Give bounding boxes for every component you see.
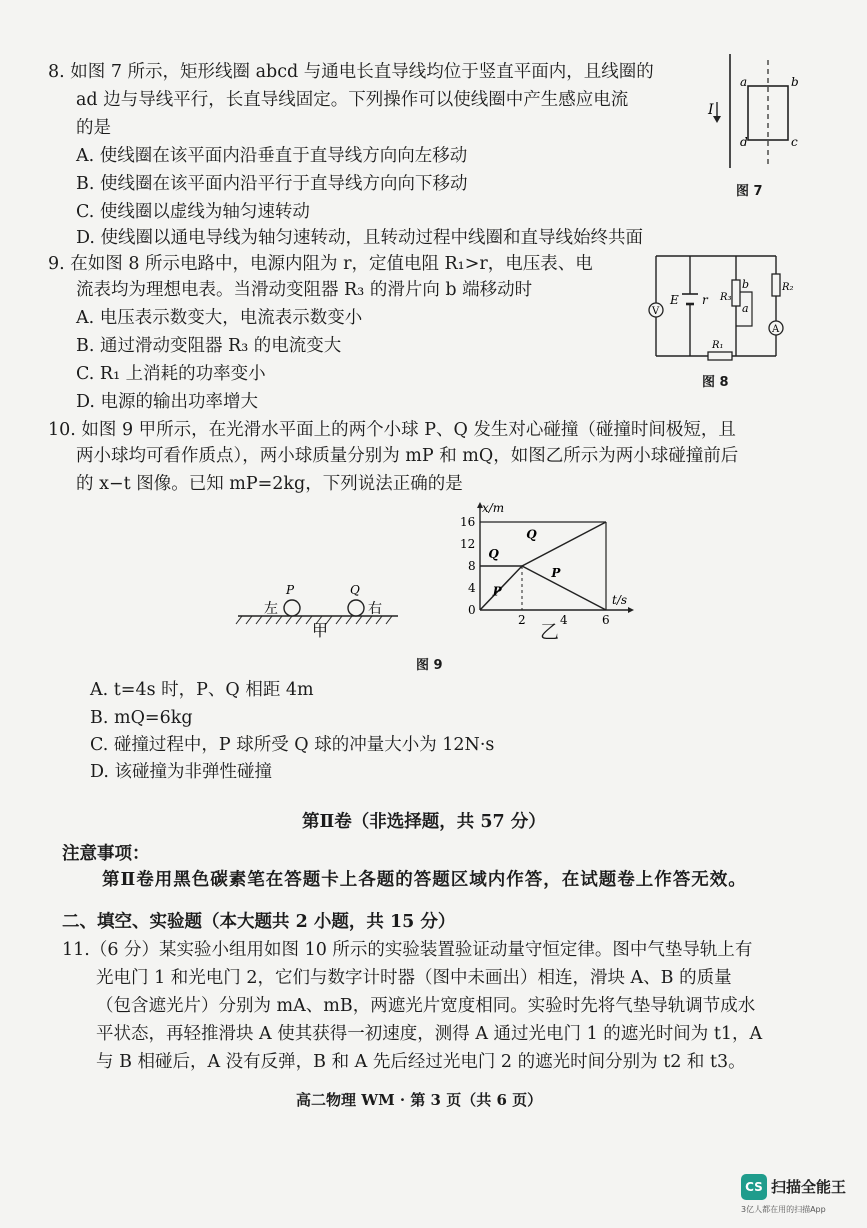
q8-option-c: C. 使线圈以虚线为轴匀速转动 [76, 202, 310, 222]
yi-figure-label: 乙 [540, 621, 560, 643]
section-heading: 二、填空、实验题（本大题共 2 小题，共 15 分） [62, 912, 456, 932]
q8-option-d: D. 使线圈以通电导线为轴匀速转动，且转动过程中线圈和直导线始终共面 [76, 228, 644, 248]
scanner-logo-icon: CS [741, 1174, 767, 1200]
scanner-app-name: 扫描全能王 [771, 1178, 847, 1196]
q11-line2: 光电门 1 和光电门 2，它们与数字计时器（图中未画出）相连，滑块 A、B 的质量 [96, 968, 732, 988]
jia-ball-q-label: Q [350, 583, 360, 597]
q9-option-c: C. R₁ 上消耗的功率变小 [76, 364, 266, 384]
q10-option-b: B. mQ=6kg [90, 708, 193, 728]
y-tick-label: 0 [468, 603, 476, 617]
q10-line2: 两小球均可看作质点），两小球质量分别为 mP 和 mQ，如图乙所示为两小球碰撞前后 [76, 446, 739, 466]
x-tick-label: 2 [518, 613, 526, 627]
q8-option-b: B. 使线圈在该平面内沿平行于直导线方向向下移动 [76, 174, 468, 194]
page-footer: 高二物理 WM · 第 3 页（共 6 页） [296, 1091, 543, 1109]
x-axis-label: t/s [612, 593, 628, 607]
q8-option-a: A. 使线圈在该平面内沿垂直于直导线方向向左移动 [76, 146, 468, 166]
fig8-b-label: b [742, 278, 750, 291]
fig8-a-label: a [742, 302, 749, 315]
fig8-r2-label: R₂ [782, 282, 794, 293]
fig8-caption: 图 8 [702, 375, 729, 390]
q9-option-a: A. 电压表示数变大，电流表示数变小 [76, 308, 363, 328]
q11-line1: 11.（6 分）某实验小组用如图 10 所示的实验装置验证动量守恒定律。图中气垫导轨上有 [62, 940, 753, 960]
q8-line2: ad 边与导线平行，长直导线固定。下列操作可以使线圈中产生感应电流 [76, 90, 629, 110]
q9-option-d: D. 电源的输出功率增大 [76, 392, 259, 412]
series-q-line [480, 522, 606, 566]
q10-option-c: C. 碰撞过程中，P 球所受 Q 球的冲量大小为 12N·s [90, 735, 495, 755]
scanner-watermark [741, 1172, 851, 1216]
jia-left-label: 左 [264, 601, 278, 617]
fig9-caption: 图 9 [416, 658, 443, 673]
y-tick-label: 4 [468, 581, 476, 595]
fig7-label-c: c [791, 135, 798, 149]
figure-9-jia [228, 578, 408, 640]
fig8-r3-label: R₃ [720, 292, 732, 303]
fig8-emf-label: E [670, 293, 679, 307]
x-tick-label: 4 [560, 613, 568, 627]
q10-line1: 10. 如图 9 甲所示，在光滑水平面上的两个小球 P、Q 发生对心碰撞（碰撞时间极短，且 [48, 420, 736, 440]
x-axis-arrow [628, 607, 634, 613]
y-tick-label: 16 [460, 515, 476, 529]
fig8-r-label: r [702, 293, 708, 307]
q10-option-d: D. 该碰撞为非弹性碰撞 [90, 762, 273, 782]
figure-8 [640, 248, 810, 368]
figure-7 [700, 50, 810, 200]
q11-line4: 平状态，再轻推滑块 A 使其获得一初速度，测得 A 通过光电门 1 的遮光时间为 t1，A [96, 1024, 763, 1044]
fig7-label-d: d [740, 135, 748, 149]
x-tick-label: 6 [602, 613, 610, 627]
q9-line2: 流表均为理想电表。当滑动变阻器 R₃ 的滑片向 b 端移动时 [76, 280, 533, 300]
q11-line5: 与 B 相碰后，A 没有反弹，B 和 A 先后经过光电门 2 的遮光时间分别为 t2 和 t3。 [96, 1052, 746, 1072]
jia-ball-p-label: P [286, 583, 295, 597]
q8-line1: 8. 如图 7 所示，矩形线圈 abcd 与通电长直导线均位于竖直平面内，且线圈的 [48, 62, 654, 82]
notice-text: 第Ⅱ卷用黑色碳素笔在答题卡上各题的答题区域内作答，在试题卷上作答无效。 [102, 870, 747, 890]
series-annotation: Q [526, 527, 537, 542]
jia-figure-label: 甲 [312, 621, 329, 640]
fig8-ammeter-label: A [772, 324, 780, 335]
series-annotation: P [551, 566, 561, 580]
q9-line1: 9. 在如图 8 所示电路中，电源内阻为 r，定值电阻 R₁>r，电压表、电 [48, 254, 593, 274]
jia-right-label: 右 [368, 601, 382, 617]
y-tick-label: 12 [460, 537, 476, 551]
fig8-r1-label: R₁ [712, 340, 724, 351]
scanner-tagline: 3亿人都在用的扫描App [741, 1205, 826, 1214]
q8-line3: 的是 [76, 118, 111, 138]
series-annotation: Q [488, 546, 499, 561]
fig7-current-label: I [708, 102, 714, 118]
q9-option-b: B. 通过滑动变阻器 R₃ 的电流变大 [76, 336, 342, 356]
q10-line3: 的 x−t 图像。已知 mP=2kg，下列说法正确的是 [76, 474, 463, 494]
y-axis-label: x/m [482, 501, 505, 515]
fig7-caption: 图 7 [736, 184, 763, 199]
fig7-label-b: b [791, 75, 799, 89]
y-tick-label: 8 [468, 559, 476, 573]
q11-line3: （包含遮光片）分别为 mA、mB，两遮光片宽度相同。实验时先将气垫导轨调节成水 [96, 996, 756, 1016]
q10-option-a: A. t=4s 时，P、Q 相距 4m [90, 680, 314, 700]
part2-title: 第Ⅱ卷（非选择题，共 57 分） [302, 812, 546, 832]
notice-title: 注意事项： [62, 844, 150, 864]
fig8-voltmeter-label: V [652, 306, 660, 317]
series-annotation: P [492, 584, 502, 599]
fig7-label-a: a [740, 75, 748, 89]
